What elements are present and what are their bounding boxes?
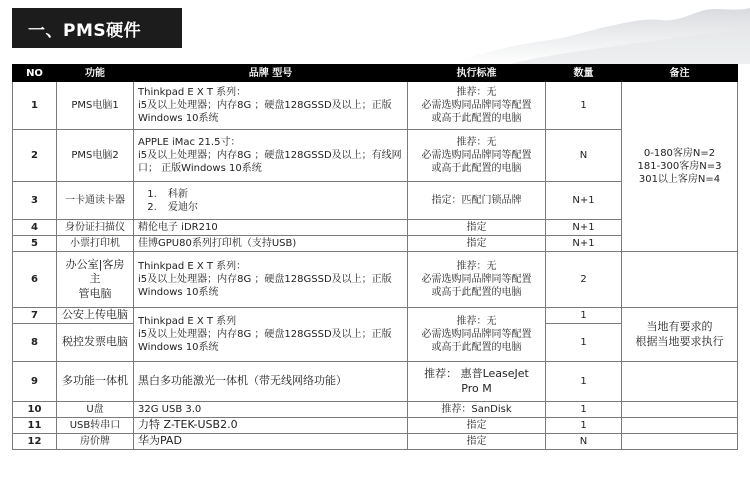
table-row	[13, 418, 738, 434]
row-no: 3	[13, 182, 57, 220]
row-function: 一卡通读卡器	[57, 182, 134, 220]
row-brand-model: 华为PAD	[134, 434, 408, 450]
table-header-row	[13, 65, 738, 82]
row-standard: 推荐： 惠普LeaseJet Pro M	[408, 362, 546, 402]
row-brand-model: Thinkpad E X T 系列 i5及以上处理器；内存8G ；硬盘128GSSD及以上；正版 Windows 10系统	[134, 308, 408, 362]
row-brand-model: 32G USB 3.0	[134, 402, 408, 418]
row-quantity: 2	[546, 252, 622, 308]
row-function: PMS电脑2	[57, 130, 134, 182]
row-no: 2	[13, 130, 57, 182]
table-row	[13, 402, 738, 418]
header-brand-model: 品牌 型号	[134, 65, 408, 82]
header-standard: 执行标准	[408, 65, 546, 82]
row-no: 6	[13, 252, 57, 308]
table-row	[13, 362, 738, 402]
row-standard: 推荐：无 必需选购同品牌同等配置 或高于此配置的电脑	[408, 82, 546, 130]
header-quantity: 数量	[546, 65, 622, 82]
row-brand-model	[134, 182, 408, 220]
remark-empty	[622, 402, 738, 418]
row-quantity: 1	[546, 362, 622, 402]
row-standard: 推荐：SanDisk	[408, 402, 546, 418]
row-standard: 指定	[408, 418, 546, 434]
row-quantity: N+1	[546, 182, 622, 220]
row-standard: 推荐：无 必需选购同品牌同等配置 或高于此配置的电脑	[408, 130, 546, 182]
row-brand-model: Thinkpad E X T 系列： i5及以上处理器；内存8G ；硬盘128GSSD及以上；正版 Windows 10系统	[134, 82, 408, 130]
row-standard: 指定	[408, 434, 546, 450]
row-function: 小票打印机	[57, 236, 134, 252]
row-function: 房价牌	[57, 434, 134, 450]
row-function: 公安上传电脑	[57, 308, 134, 324]
row-brand-model: 佳博GPU80系列打印机（支持USB)	[134, 236, 408, 252]
row-quantity: N+1	[546, 236, 622, 252]
row-function: USB转串口	[57, 418, 134, 434]
row-function: 身份证扫描仪	[57, 220, 134, 236]
row-no: 8	[13, 324, 57, 362]
row-standard: 推荐：无 必需选购同品牌同等配置 或高于此配置的电脑	[408, 308, 546, 362]
table-row	[13, 308, 738, 324]
row-quantity: N	[546, 434, 622, 450]
card-reader-brand-list	[138, 188, 403, 214]
mountain-decoration	[450, 0, 750, 64]
remark-empty	[622, 252, 738, 308]
remark-room-count: 0-180客房N=2 181-300客房N=3 301以上客房N=4	[622, 82, 738, 252]
table-row	[13, 82, 738, 130]
row-function: 税控发票电脑	[57, 324, 134, 362]
row-standard: 推荐：无 必需选购同品牌同等配置 或高于此配置的电脑	[408, 252, 546, 308]
remark-empty	[622, 362, 738, 402]
list-item: 1. 科新	[160, 188, 403, 201]
table-row	[13, 252, 738, 308]
row-no: 5	[13, 236, 57, 252]
row-function: U盘	[57, 402, 134, 418]
row-no: 1	[13, 82, 57, 130]
row-brand-model: 精伦电子 iDR210	[134, 220, 408, 236]
row-no: 7	[13, 308, 57, 324]
row-no: 9	[13, 362, 57, 402]
row-no: 11	[13, 418, 57, 434]
row-brand-model: APPLE iMac 21.5寸： i5及以上处理器；内存8G ；硬盘128GSSD及以上；有线网 口； 正版Windows 10系统	[134, 130, 408, 182]
row-no: 4	[13, 220, 57, 236]
row-function: 办公室|客房主 管电脑	[57, 252, 134, 308]
row-no: 10	[13, 402, 57, 418]
row-quantity: 1	[546, 82, 622, 130]
hardware-table	[12, 64, 738, 450]
row-quantity: N+1	[546, 220, 622, 236]
header-function: 功能	[57, 65, 134, 82]
table-row	[13, 434, 738, 450]
remark-empty	[622, 418, 738, 434]
page-title: 一、PMS硬件	[12, 8, 182, 48]
row-function: PMS电脑1	[57, 82, 134, 130]
header-no: NO	[13, 65, 57, 82]
row-quantity: 1	[546, 324, 622, 362]
row-quantity: 1	[546, 308, 622, 324]
row-standard: 指定：匹配门锁品牌	[408, 182, 546, 220]
row-no: 12	[13, 434, 57, 450]
header-remark: 备注	[622, 65, 738, 82]
row-brand-model: 黑白多功能激光一体机（带无线网络功能）	[134, 362, 408, 402]
row-brand-model: 力特 Z-TEK-USB2.0	[134, 418, 408, 434]
list-item: 2. 爱迪尔	[160, 201, 403, 214]
row-standard: 指定	[408, 236, 546, 252]
row-brand-model: Thinkpad E X T 系列： i5及以上处理器；内存8G ；硬盘128GSSD及以上；正版 Windows 10系统	[134, 252, 408, 308]
row-quantity: N	[546, 130, 622, 182]
row-function: 多功能一体机	[57, 362, 134, 402]
row-standard: 指定	[408, 220, 546, 236]
remark-empty	[622, 434, 738, 450]
row-quantity: 1	[546, 418, 622, 434]
row-quantity: 1	[546, 402, 622, 418]
remark-local-requirements: 当地有要求的 根据当地要求执行	[622, 308, 738, 362]
